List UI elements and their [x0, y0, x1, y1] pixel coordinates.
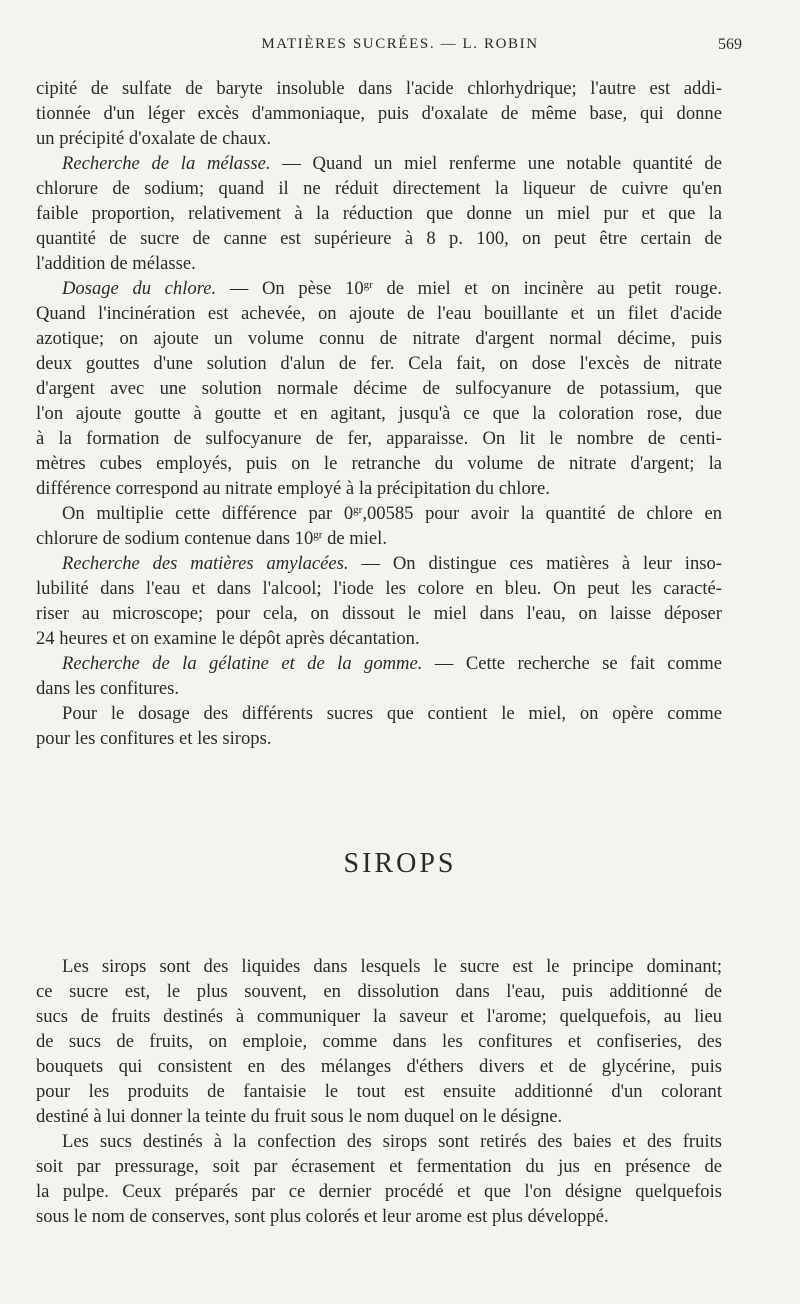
text-block-bottom — [36, 954, 722, 1229]
paragraph-line: faible proportion, relativement à la réduction que donne un miel pur et que la — [36, 203, 722, 224]
italic-heading: Recherche des matières amylacées. — [62, 553, 349, 574]
page-number: 569 — [718, 36, 742, 53]
text-block-top — [36, 76, 722, 751]
paragraph-line: quantité de sucre de canne est supérieure à 8 p. 100, on peut être certain de — [36, 228, 722, 249]
paragraph-line: un précipité d'oxalate de chaux. — [36, 128, 272, 149]
section-title: SIROPS — [343, 848, 457, 879]
paragraph: Recherche des matières amylacées. — On distingue ces matières à leur inso- — [62, 553, 722, 574]
paragraph: Dosage du chlore. — On pèse $10^{gr}$ de miel et on incinère au petit rouge. — [62, 278, 722, 299]
paragraph-line: chlorure de sodium; quand il ne réduit directement la liqueur de cuivre qu'en — [36, 178, 722, 199]
italic-heading: Recherche de la gélatine et de la gomme. — [62, 653, 423, 674]
paragraph: Pour le dosage des différents sucres que contient le miel, on opère comme — [62, 703, 722, 724]
page-header — [36, 36, 764, 60]
paragraph-line: d'argent avec une solution normale décime de sulfocyanure de potassium, que — [36, 378, 722, 399]
paragraph: On multiplie cette différence par $0^{gr},00585$ pour avoir la quantité de chlore en — [62, 503, 723, 524]
paragraph: Recherche de la gélatine et de la gomme. — Cette recherche se fait comme — [62, 653, 722, 674]
paragraph-line: Quand l'incinération est achevée, on ajoute de l'eau bouillante et un filet d'acide — [36, 303, 722, 324]
paragraph-line: pour les confitures et les sirops. — [36, 728, 272, 749]
paragraph-line: dans les confitures. — [36, 678, 180, 699]
paragraph-line: chlorure de sodium contenue dans $10^{gr}$ de miel. — [36, 528, 387, 549]
paragraph-line: sous le nom de conserves, sont plus colorés et leur arome est plus développé. — [36, 1206, 609, 1227]
italic-heading: Dosage du chlore. — [62, 278, 217, 299]
running-title: MATIÈRES SUCRÉES. — L. ROBIN — [261, 36, 539, 52]
paragraph-line: 24 heures et on examine le dépôt après décantation. — [36, 628, 420, 649]
paragraph: cipité de sulfate de baryte insoluble dans l'acide chlorhydrique; l'autre est addi- — [36, 78, 722, 99]
paragraph-line: tionnée d'un léger excès d'ammoniaque, puis d'oxalate de même base, qui donne — [36, 103, 722, 124]
paragraph-line: différence correspond au nitrate employé à la précipitation du chlore. — [36, 478, 550, 499]
paragraph: Recherche de la mélasse. — Quand un miel renferme une notable quantité de — [62, 153, 722, 174]
paragraph-line: l'on ajoute goutte à goutte et en agitant, jusqu'à ce que la coloration rose, due — [36, 403, 722, 424]
paragraph-line: sucs de fruits destinés à communiquer la saveur et l'arome; quelquefois, au lieu — [36, 1006, 722, 1027]
paragraph-line: riser au microscope; pour cela, on dissout le miel dans l'eau, on laisse déposer — [36, 603, 722, 624]
paragraph: Les sirops sont des liquides dans lesquels le sucre est le principe dominant; — [62, 956, 722, 977]
paragraph-line: pour les produits de fantaisie le tout est ensuite additionné d'un colorant — [36, 1081, 722, 1102]
paragraph-line: soit par pressurage, soit par écrasement et fermentation du jus en présence de — [36, 1156, 722, 1177]
paragraph-line: destiné à lui donner la teinte du fruit sous le nom duquel on le désigne. — [36, 1106, 563, 1127]
paragraph-line: l'addition de mélasse. — [36, 253, 196, 274]
paragraph-line: bouquets qui consistent en des mélanges d'éthers divers et de glycérine, puis — [36, 1056, 722, 1077]
paragraph-line: lubilité dans l'eau et dans l'alcool; l'iode les colore en bleu. On peut les caracté- — [36, 578, 722, 599]
paragraph-line: azotique; on ajoute un volume connu de nitrate d'argent normal décime, puis — [36, 328, 722, 349]
paragraph-line: mètres cubes employés, puis on le retranche du volume de nitrate d'argent; la — [36, 453, 722, 474]
italic-heading: Recherche de la mélasse. — [62, 153, 271, 174]
paragraph: Les sucs destinés à la confection des sirops sont retirés des baies et des fruits — [62, 1131, 722, 1152]
paragraph-line: ce sucre est, le plus souvent, en dissolution dans l'eau, puis additionné de — [36, 981, 722, 1002]
paragraph-line: de sucs de fruits, on emploie, comme dans les confitures et confiseries, des — [36, 1031, 722, 1052]
paragraph-line: la pulpe. Ceux préparés par ce dernier procédé et que l'on désigne quelquefois — [36, 1181, 722, 1202]
paragraph-line: à la formation de sulfocyanure de fer, apparaisse. On lit le nombre de centi- — [36, 428, 722, 449]
paragraph-line: deux gouttes d'une solution d'alun de fer. Cela fait, on dose l'excès de nitrate — [36, 353, 722, 374]
